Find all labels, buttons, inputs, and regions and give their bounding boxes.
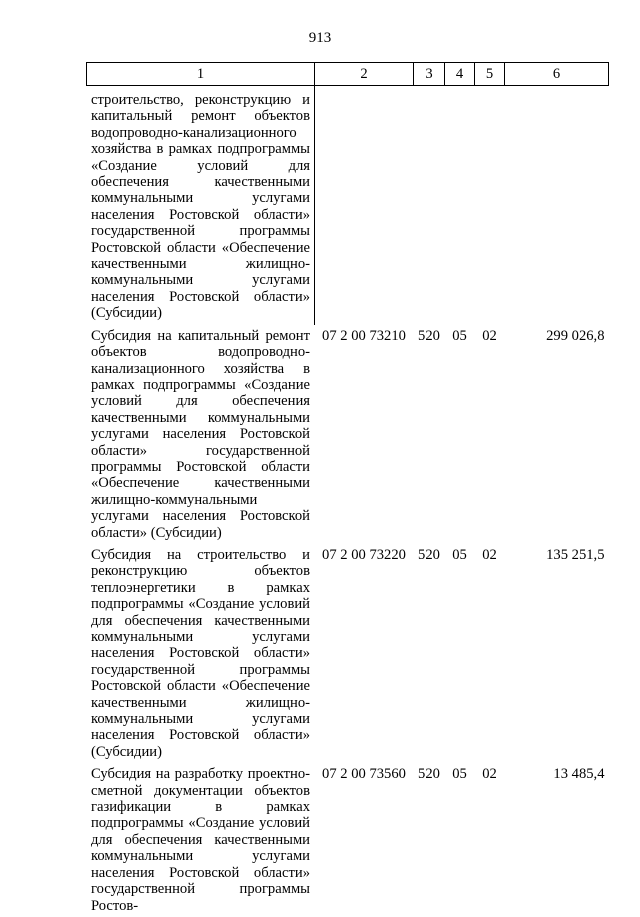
header-col-1: 1 — [87, 63, 315, 86]
row-vr-code — [414, 86, 445, 325]
row-pr-code: 02 — [482, 546, 497, 563]
header-col-5: 5 — [475, 63, 505, 86]
table-row — [87, 544, 609, 763]
row-description: Субсидия на строительство и реконструкцию объектов теплоэнергетики в рамках подпрограммы «Создание условий для обеспечения качественными коммунальными услугами населения Ростовской области» государственной программы Ростовской области «Обеспечение качественными жилищно-коммунальными услугами населения Ростовской области» (Субсидии) — [91, 546, 310, 760]
row-pr-code: 02 — [482, 766, 497, 783]
header-col-2: 2 — [315, 63, 414, 86]
row-rz-code: 05 — [452, 766, 467, 783]
row-amount: 299 026,8 — [546, 327, 605, 344]
row-rz-code: 05 — [452, 327, 467, 344]
row-csr-code — [315, 86, 414, 325]
table-row — [87, 86, 609, 325]
row-pr-code — [475, 86, 505, 325]
row-amount: 135 251,5 — [546, 546, 605, 563]
row-vr-code: 520 — [418, 766, 440, 783]
row-description: строительство, реконструкцию и капитальный ремонт объектов водопроводно-канализационного хозяйства в рамках подпрограммы «Создание условий для обеспечения качественными коммунальными услугами населения Ростовской области» государственной программы Ростовской области «Обеспечение качественными жилищно-коммунальными услугами населения Ростовской области» (Субсидии) — [91, 92, 310, 322]
row-pr-code: 02 — [482, 327, 497, 344]
row-csr-code: 07 2 00 73220 — [322, 546, 406, 563]
table-header-row — [87, 63, 609, 86]
budget-table — [86, 62, 609, 917]
row-rz-code: 05 — [452, 546, 467, 563]
page-number: 913 — [308, 30, 332, 46]
row-rz-code — [445, 86, 475, 325]
row-amount: 13 485,4 — [553, 766, 605, 783]
table-row — [87, 325, 609, 544]
row-vr-code: 520 — [418, 327, 440, 344]
header-col-4: 4 — [445, 63, 475, 86]
row-csr-code: 07 2 00 73560 — [322, 766, 406, 783]
row-description: Субсидия на разработку проектно-сметной документации объектов газификации в рамках подпрограммы «Создание условий для обеспечения качественными коммунальными услугами населения Ростовской области» государственной программы Ростов- — [91, 766, 310, 914]
row-amount — [505, 86, 609, 325]
row-vr-code: 520 — [418, 546, 440, 563]
row-csr-code: 07 2 00 73210 — [322, 327, 406, 344]
header-col-3: 3 — [414, 63, 445, 86]
table-row — [87, 763, 609, 917]
row-description: Субсидия на капитальный ремонт объектов водопроводно-канализационного хозяйства в рамках подпрограммы «Создание условий для обеспечения качественными коммунальными услугами населения Ростовской области» государственной программы Ростовской области «Обеспечение качественными жилищно-коммунальными услугами населения Ростовской области» (Субсидии) — [91, 327, 310, 541]
header-col-6: 6 — [505, 63, 609, 86]
